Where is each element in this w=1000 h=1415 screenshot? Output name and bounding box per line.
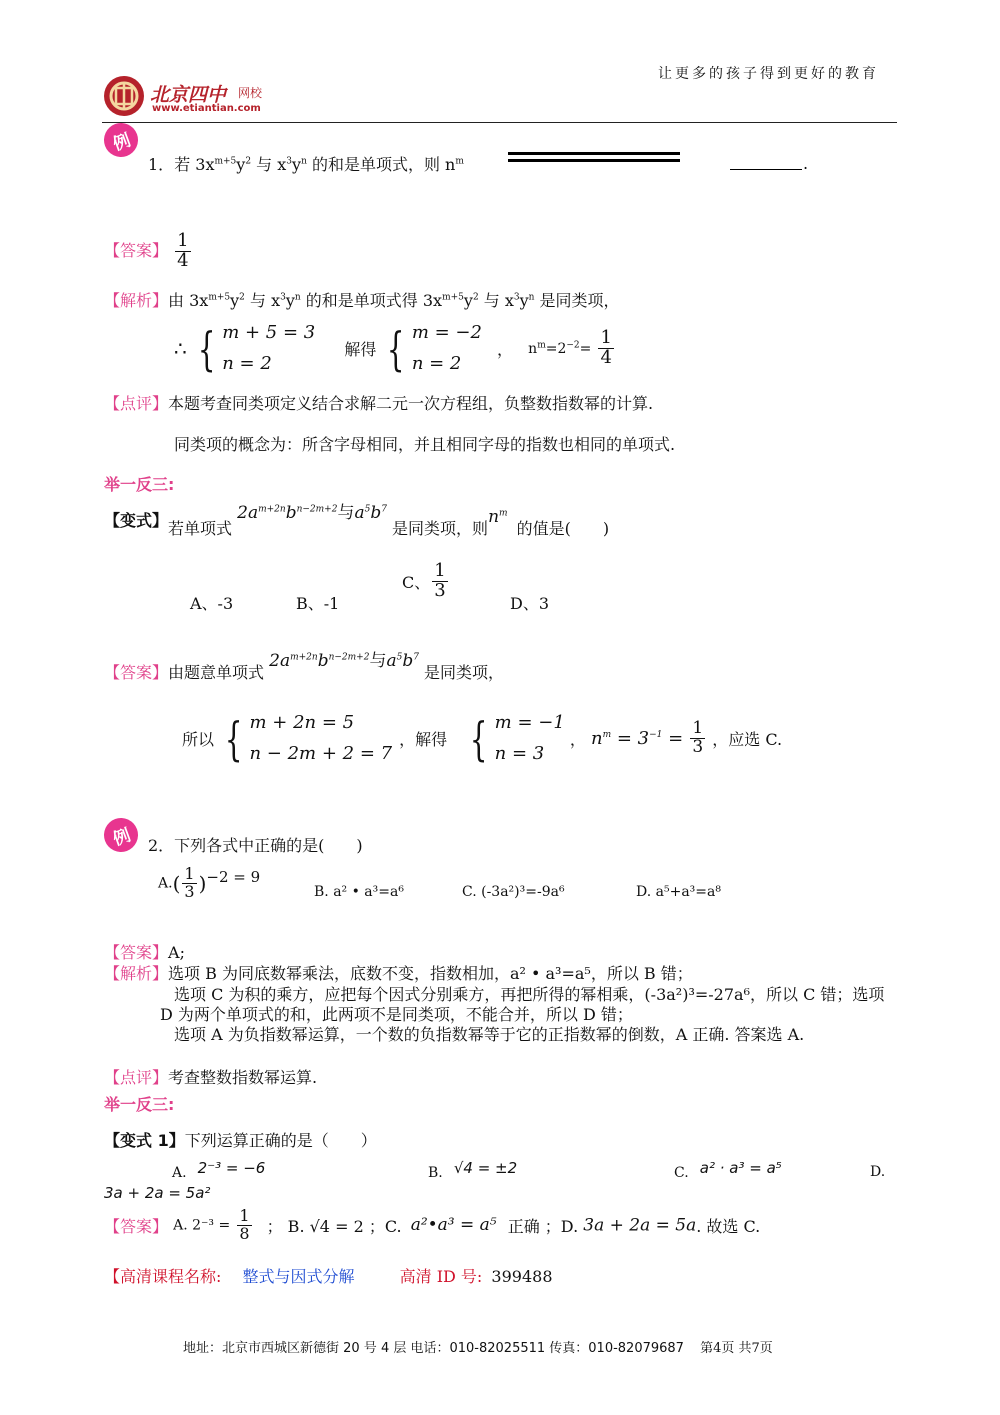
ex2-option-c: C. (-3a²)³=-9a⁶ bbox=[462, 884, 565, 900]
analysis-1: 【解析】由 $3x^{m+5}y^2$ 与 $x^3y^n$ 的和是单项式得 $3x^{m+5}y^2$ 与 $x^3y^n$ 是同类项， bbox=[104, 291, 620, 310]
analysis-2: 【解析】选项 B 为同底数幂乘法，底数不变，指数相加，a² • a³=a⁵，所以 B 错； bbox=[104, 964, 693, 983]
course-id: 399488 bbox=[491, 1267, 553, 1286]
variant-option-c: C、 $\frac{1}{3}$ bbox=[402, 560, 446, 601]
analysis-tag: 【解析】 bbox=[104, 291, 169, 310]
logo-name: 北京四中 bbox=[150, 84, 227, 106]
answer-2: 【答案】A; bbox=[104, 943, 185, 962]
double-line-mark bbox=[508, 152, 680, 162]
ex2-option-b: B. a² • a³=a⁶ bbox=[314, 884, 404, 900]
variant-option-b: B、-1 bbox=[296, 594, 340, 613]
variant-option-d: D、3 bbox=[510, 594, 550, 613]
variant-answer-2: 【答案】 A. 2⁻³ = $\frac{1}{8}$ ； B. √4 = 2 ；C. a²•a³ = a⁵ 正确 ；D. 3a + 2a = 5a. 故选 C. bbox=[104, 1206, 761, 1243]
course-name: 整式与因式分解 bbox=[242, 1267, 355, 1286]
analysis-2-line2: 选项 C 为积的乘方，应把每个因式分别乘方，再把所得的幂相乘，(-3a²)³=-27a⁶，所以 C 错；选项 bbox=[174, 985, 885, 1004]
variant-solution-1: 所以 { m + 2n = 5 n − 2m + 2 = 7 ，解得 { m = −1 n = 3 ， $n^m = 3^{-1}$ = $\frac{1}{3}$ ，应选 C. bbox=[182, 711, 783, 766]
example-badge-2: 例 bbox=[99, 813, 143, 857]
question-1: 1．若 $3x^{m+5}y^2$ 与 $x^3y^n$ 的和是单项式，则 $n^m$ bbox=[148, 155, 464, 174]
ex2-option-a: A.( $\frac{1}{3}$ )−2 = 9 bbox=[158, 864, 261, 901]
variant2-option-d: 3a + 2a = 5a² bbox=[104, 1184, 211, 1202]
logo-url: www.etiantian.com bbox=[152, 103, 261, 114]
analysis-2-line3: D 为两个单项式的和，此两项不是同类项，不能合并，所以 D 错； bbox=[160, 1005, 633, 1024]
variant-question-1: 【变式】若单项式 $2a^{m+2n}b^{n-2m+2}$与$a^5b^7$ 是同类项，则$n^m$ 的值是( ) bbox=[104, 503, 610, 538]
comment-2: 【点评】考查整数指数幂运算. bbox=[104, 1068, 318, 1087]
answer-blank bbox=[730, 169, 802, 170]
variant-option-a: A、-3 bbox=[190, 594, 234, 613]
variant2-option-c: C. a² · a³ = a⁵ bbox=[674, 1159, 782, 1181]
comment-1: 【点评】本题考查同类项定义结合求解二元一次方程组，负整数指数幂的计算. bbox=[104, 394, 654, 413]
footer-page: 第4页 共7页 bbox=[700, 1341, 773, 1356]
variant2-option-b: B. √4 = ±2 bbox=[428, 1159, 518, 1181]
analysis-2-line4: 选项 A 为负指数幂运算，一个数的负指数幂等于它的正指数幂的倒数，A 正确. 答案选 A. bbox=[174, 1025, 805, 1044]
comment-1-line2: 同类项的概念为：所含字母相同，并且相同字母的指数也相同的单项式. bbox=[174, 435, 676, 454]
footer-address: 地址：北京市西城区新德街 20 号 4 层 电话：010-82025511 传真：010-82079687 bbox=[183, 1341, 684, 1356]
variant2-option-a: A. 2⁻³ = −6 bbox=[172, 1159, 266, 1181]
logo-suffix: 网校 bbox=[238, 86, 263, 100]
answer-tag: 【答案】 bbox=[104, 240, 169, 260]
variant-heading-2: 举一反三: bbox=[104, 1095, 175, 1114]
ex2-option-d: D. a⁵+a³=a⁸ bbox=[636, 884, 721, 900]
comment-tag: 【点评】 bbox=[104, 394, 169, 413]
question-2: 2．下列各式中正确的是( ) bbox=[148, 836, 363, 855]
answer-1: 【答案】 $\frac{1}{4}$ bbox=[104, 230, 189, 271]
question-end: . bbox=[803, 154, 809, 173]
course-info: 【高清课程名称: 整式与因式分解 高清 ID 号: 399488 bbox=[104, 1267, 553, 1286]
footer bbox=[183, 1337, 773, 1356]
variant2-option-d-label: D. bbox=[870, 1164, 886, 1180]
header-slogan: 让更多的孩子得到更好的教育 bbox=[658, 66, 879, 82]
variant-question-2: 【变式 1】下列运算正确的是（ ） bbox=[104, 1131, 377, 1150]
equation-system-1: ∴ { m + 5 = 3 n = 2 解得 { m = −2 n = 2 ， $n^m=2^{-2}=$ $\frac{1}{4}$ bbox=[174, 321, 612, 376]
header-rule bbox=[102, 122, 897, 123]
logo-emblem-icon bbox=[102, 74, 146, 118]
variant-answer-1: 【答案】由题意单项式 $2a^{m+2n}b^{n-2m+2}$与$a^5b^7$ 是同类项， bbox=[104, 651, 505, 682]
example-badge-1: 例 bbox=[99, 118, 143, 162]
school-logo bbox=[102, 74, 282, 120]
variant-heading-1: 举一反三: bbox=[104, 475, 175, 494]
